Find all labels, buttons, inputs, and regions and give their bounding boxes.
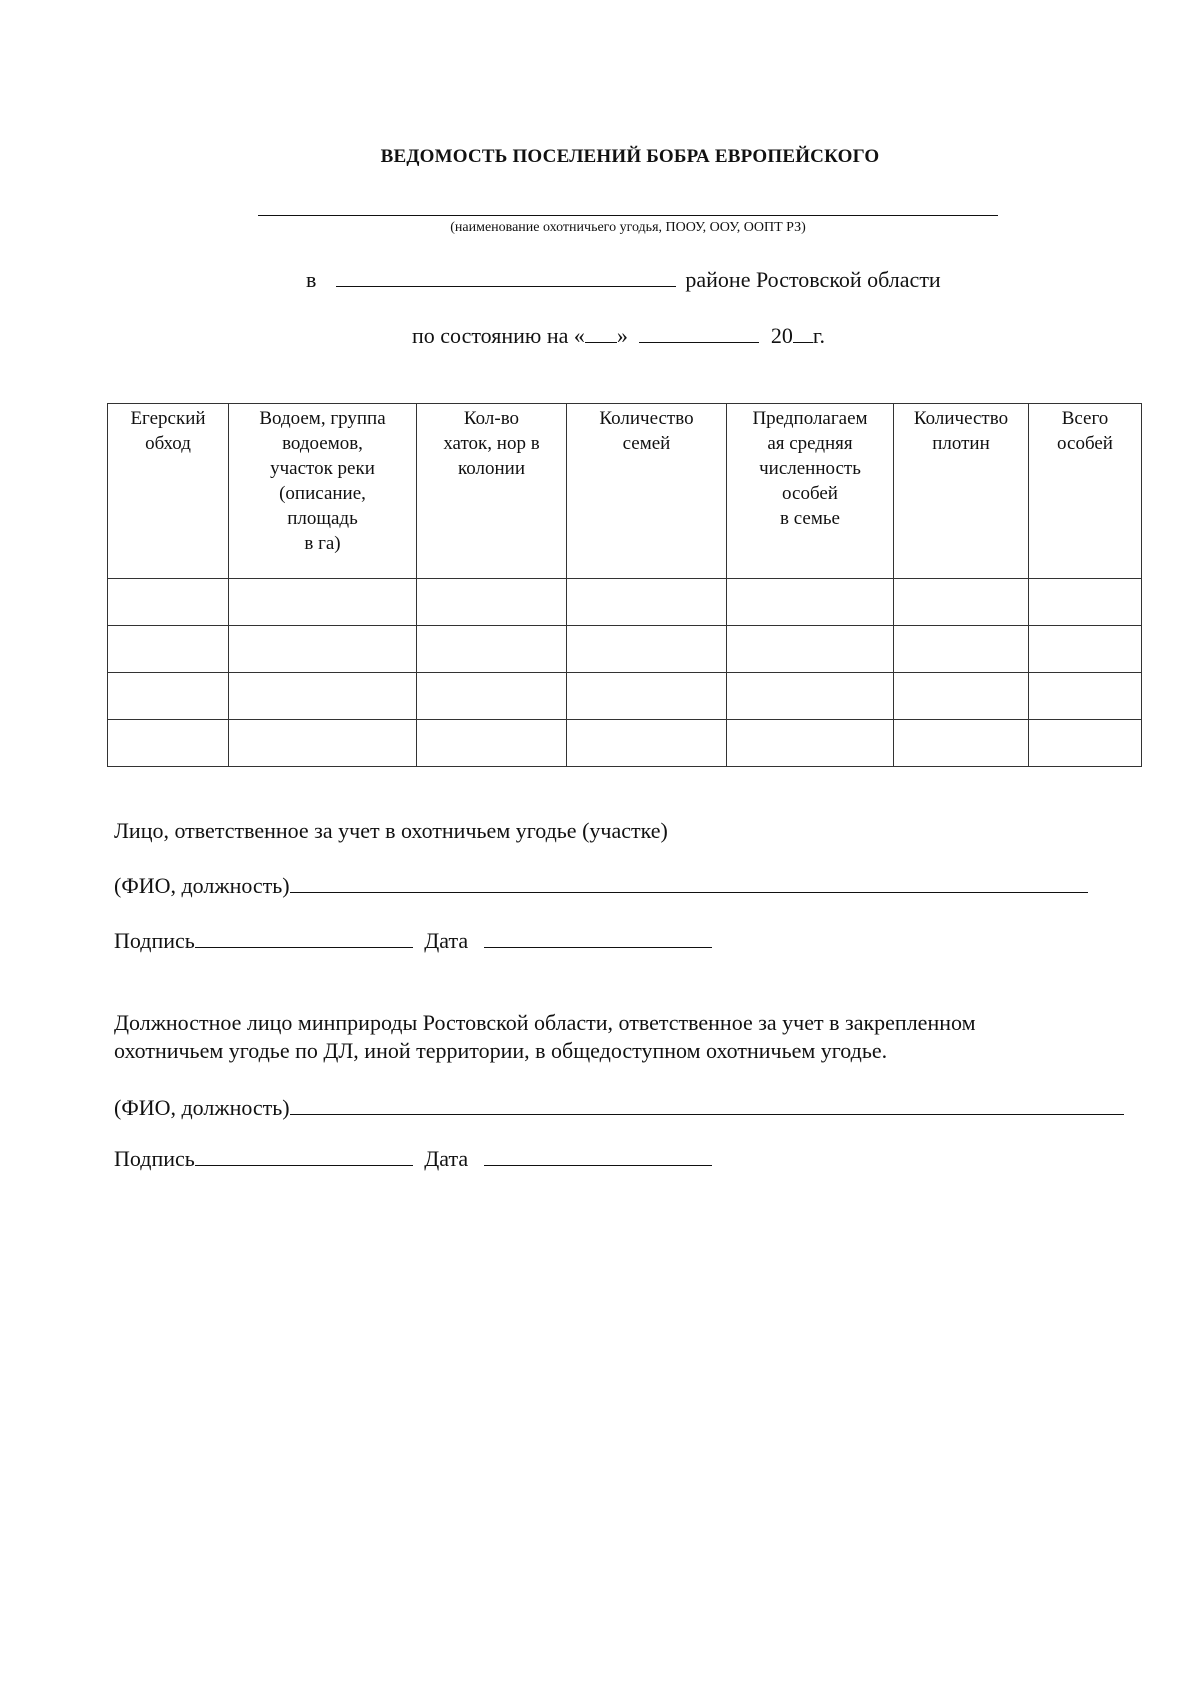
- table-row: [108, 673, 1142, 720]
- organization-caption: (наименование охотничьего угодья, ПООУ, ООУ, ООПТ РЗ): [450, 220, 806, 235]
- table-cell[interactable]: [417, 579, 567, 626]
- table-cell[interactable]: [417, 720, 567, 767]
- column-header-line: площадь: [287, 508, 358, 529]
- table-cell[interactable]: [1029, 673, 1142, 720]
- date-prefix: по состоянию на «: [412, 323, 585, 348]
- table-cell[interactable]: [229, 720, 417, 767]
- responsible-hunting-date-field[interactable]: [484, 929, 712, 948]
- table-cell[interactable]: [108, 673, 229, 720]
- organization-name-field[interactable]: [258, 215, 998, 216]
- column-header-1: [108, 404, 229, 579]
- column-header-3: [417, 404, 567, 579]
- responsible-ministry-signature-field[interactable]: [195, 1147, 413, 1166]
- district-prefix: в: [306, 267, 317, 292]
- responsible-ministry-fio-field[interactable]: [290, 1096, 1124, 1115]
- table-cell[interactable]: [727, 720, 894, 767]
- table-cell[interactable]: [1029, 579, 1142, 626]
- column-header-line: численность: [759, 458, 861, 479]
- date-month-field[interactable]: [639, 326, 759, 343]
- table-cell[interactable]: [567, 626, 727, 673]
- column-header-line: Кол-во: [463, 408, 520, 429]
- table-row: [108, 720, 1142, 767]
- column-header-line: плотин: [932, 433, 990, 454]
- column-header-line: колонии: [457, 458, 525, 479]
- fio-label: (ФИО, должность): [114, 1095, 290, 1120]
- responsible-ministry-date-field[interactable]: [484, 1147, 712, 1166]
- responsible-hunting-signature-row: [114, 928, 712, 954]
- column-header-line: семей: [622, 433, 671, 454]
- table-cell[interactable]: [894, 579, 1029, 626]
- column-header-line: в га): [304, 533, 341, 554]
- table-cell[interactable]: [727, 673, 894, 720]
- date-year-prefix: 20: [770, 323, 793, 348]
- column-header-line: обход: [145, 433, 191, 454]
- table-cell[interactable]: [894, 673, 1029, 720]
- table-cell[interactable]: [567, 720, 727, 767]
- column-header-line: участок реки: [270, 458, 375, 479]
- table-body: [108, 579, 1142, 767]
- table-cell[interactable]: [417, 626, 567, 673]
- column-header-line: (описание,: [279, 483, 366, 504]
- column-header-line: ая средняя: [767, 433, 853, 454]
- table-cell[interactable]: [894, 626, 1029, 673]
- responsible-hunting-signature-field[interactable]: [195, 929, 413, 948]
- table-cell[interactable]: [417, 673, 567, 720]
- table-header-row: [108, 404, 1142, 579]
- table-cell[interactable]: [894, 720, 1029, 767]
- table-cell[interactable]: [1029, 720, 1142, 767]
- signature-label: Подпись: [114, 1146, 195, 1171]
- table-cell[interactable]: [229, 579, 417, 626]
- column-header-5: [727, 404, 894, 579]
- responsible-ministry-signature-row: [114, 1146, 712, 1172]
- date-label: Дата: [424, 928, 469, 953]
- responsible-ministry-fio-row: [114, 1095, 1124, 1121]
- table-cell[interactable]: [727, 579, 894, 626]
- responsible-hunting-fio-field[interactable]: [290, 874, 1088, 893]
- table-row: [108, 579, 1142, 626]
- column-header-7: [1029, 404, 1142, 579]
- date-year-field[interactable]: [793, 326, 813, 343]
- table-cell[interactable]: [567, 579, 727, 626]
- column-header-line: Всего: [1061, 408, 1109, 429]
- column-header-6: [894, 404, 1029, 579]
- signature-label: Подпись: [114, 928, 195, 953]
- column-header-line: в семье: [780, 508, 840, 529]
- column-header-4: [567, 404, 727, 579]
- fio-label: (ФИО, должность): [114, 873, 290, 898]
- column-header-line: Количество: [599, 408, 694, 429]
- table-cell[interactable]: [1029, 626, 1142, 673]
- responsible-ministry-heading-line1: Должностное лицо минприроды Ростовской области, ответственное за учет в закрепленном: [114, 1010, 976, 1035]
- document-title: ВЕДОМОСТЬ ПОСЕЛЕНИЙ БОБРА ЕВРОПЕЙСКОГО: [380, 146, 880, 167]
- date-day-field[interactable]: [585, 326, 617, 343]
- column-header-line: Количество: [913, 408, 1009, 429]
- table-cell[interactable]: [108, 720, 229, 767]
- table-cell[interactable]: [567, 673, 727, 720]
- table-cell[interactable]: [727, 626, 894, 673]
- date-mid: »: [616, 323, 628, 348]
- table-cell[interactable]: [229, 673, 417, 720]
- column-header-line: особей: [1057, 433, 1113, 454]
- column-header-line: хаток, нор в: [443, 433, 540, 454]
- district-name-field[interactable]: [336, 270, 676, 287]
- beaver-settlements-table: [107, 403, 1142, 767]
- table-cell[interactable]: [108, 579, 229, 626]
- district-suffix: районе Ростовской области: [685, 267, 941, 292]
- date-row: [412, 323, 825, 349]
- responsible-hunting-heading: Лицо, ответственное за учет в охотничьем угодье (участке): [114, 818, 668, 843]
- responsible-hunting-fio-row: [114, 873, 1088, 899]
- table-cell[interactable]: [108, 626, 229, 673]
- column-header-2: [229, 404, 417, 579]
- responsible-ministry-heading-line2: охотничьем угодье по ДЛ, иной территории, в общедоступном охотничьем угодье.: [114, 1038, 888, 1063]
- column-header-line: особей: [782, 483, 838, 504]
- column-header-line: Водоем, группа: [259, 408, 386, 429]
- column-header-line: Предполагаем: [752, 408, 868, 429]
- date-suffix: г.: [812, 323, 825, 348]
- table-row: [108, 626, 1142, 673]
- district-row: [306, 267, 941, 293]
- column-header-line: Егерский: [130, 408, 206, 429]
- column-header-line: водоемов,: [282, 433, 363, 454]
- date-label: Дата: [424, 1146, 469, 1171]
- table-cell[interactable]: [229, 626, 417, 673]
